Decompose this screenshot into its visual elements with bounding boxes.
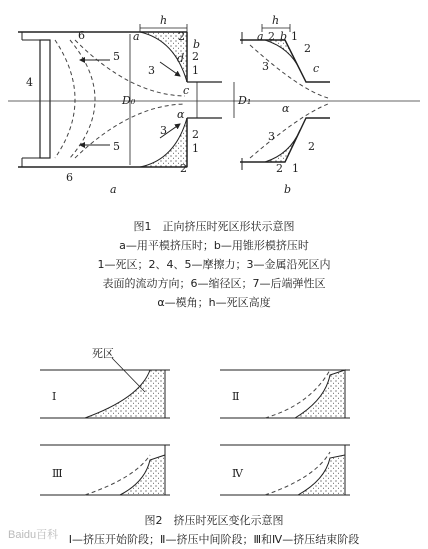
fig2-stage-I (40, 358, 170, 418)
dim-h-label-a: h (160, 14, 168, 27)
label-2-a-top: 2 (178, 30, 185, 43)
label-b-corner: b (193, 38, 201, 51)
label-2-a-mid: 2 (192, 128, 199, 141)
label-a-corner: a (133, 30, 140, 43)
baidu-watermark: Baidu百科 (8, 529, 59, 541)
fig2-legend-line: Ⅰ—挤压开始阶段；Ⅱ—挤压中间阶段；Ⅲ和Ⅳ—挤压结束阶段 (68, 533, 360, 546)
panel-a-label: a (110, 183, 117, 196)
label-1-b-top: 1 (291, 30, 298, 43)
dead-zone-label: 死区 (92, 347, 114, 360)
label-6-top: 6 (78, 29, 85, 42)
dim-h-label-b: h (272, 14, 280, 27)
label-c-a: c (183, 84, 190, 97)
fig1-legend-line-4: α—模角；h—死区高度 (157, 296, 271, 309)
label-d: d (177, 52, 185, 65)
panel-b-label: b (284, 183, 292, 196)
label-2-b-right: 2 (304, 42, 311, 55)
label-b-b: b (280, 30, 288, 43)
panel-a-diagram (8, 24, 420, 167)
label-4: 4 (26, 76, 33, 89)
label-2-b-top: 2 (268, 30, 275, 43)
label-3-a-top: 3 (148, 64, 155, 77)
fig2-stage-II (220, 370, 350, 418)
label-2-b-bottom: 2 (276, 162, 283, 175)
label-3-a-bottom: 3 (160, 124, 167, 137)
label-2-a-right: 2 (192, 50, 199, 63)
label-2-b-right-bottom: 2 (308, 140, 315, 153)
label-alpha-b: α (282, 102, 290, 115)
label-c-b: c (313, 62, 320, 75)
label-2-a-bottom: 2 (180, 162, 187, 175)
label-alpha-a: α (177, 108, 185, 121)
panel-b-diagram (240, 24, 330, 170)
stage-label-I: Ⅰ (52, 390, 57, 403)
label-5-top: 5 (113, 50, 120, 63)
label-6-bottom: 6 (66, 171, 73, 184)
label-a-b: a (257, 30, 264, 43)
stage-label-IV: Ⅳ (232, 467, 243, 480)
label-1-b-bottom: 1 (292, 162, 299, 175)
fig1-caption: 图1 正向挤压时死区形状示意图 (133, 220, 295, 233)
label-3-b-bottom: 3 (268, 130, 275, 143)
dim-D1-label: D₁ (238, 94, 252, 107)
stage-label-II: Ⅱ (232, 390, 240, 403)
fig2-caption: 图2 挤压时死区变化示意图 (144, 514, 284, 527)
fig1-legend-line-3: 表面的流动方向；6—缩径区；7—后端弹性区 (102, 277, 326, 290)
fig1-legend-line-1: a—用平模挤压时；b—用锥形模挤压时 (119, 239, 309, 252)
label-5-bottom: 5 (113, 140, 120, 153)
label-3-b-top: 3 (262, 60, 269, 73)
stage-label-III: Ⅲ (52, 467, 63, 480)
fig1-legend-line-2: 1—死区；2、4、5—摩擦力；3—金属沿死区内 (97, 258, 331, 271)
label-1-a-top: 1 (192, 64, 199, 77)
label-1-a-bottom: 1 (192, 142, 199, 155)
dim-D0-label: D₀ (122, 94, 136, 107)
